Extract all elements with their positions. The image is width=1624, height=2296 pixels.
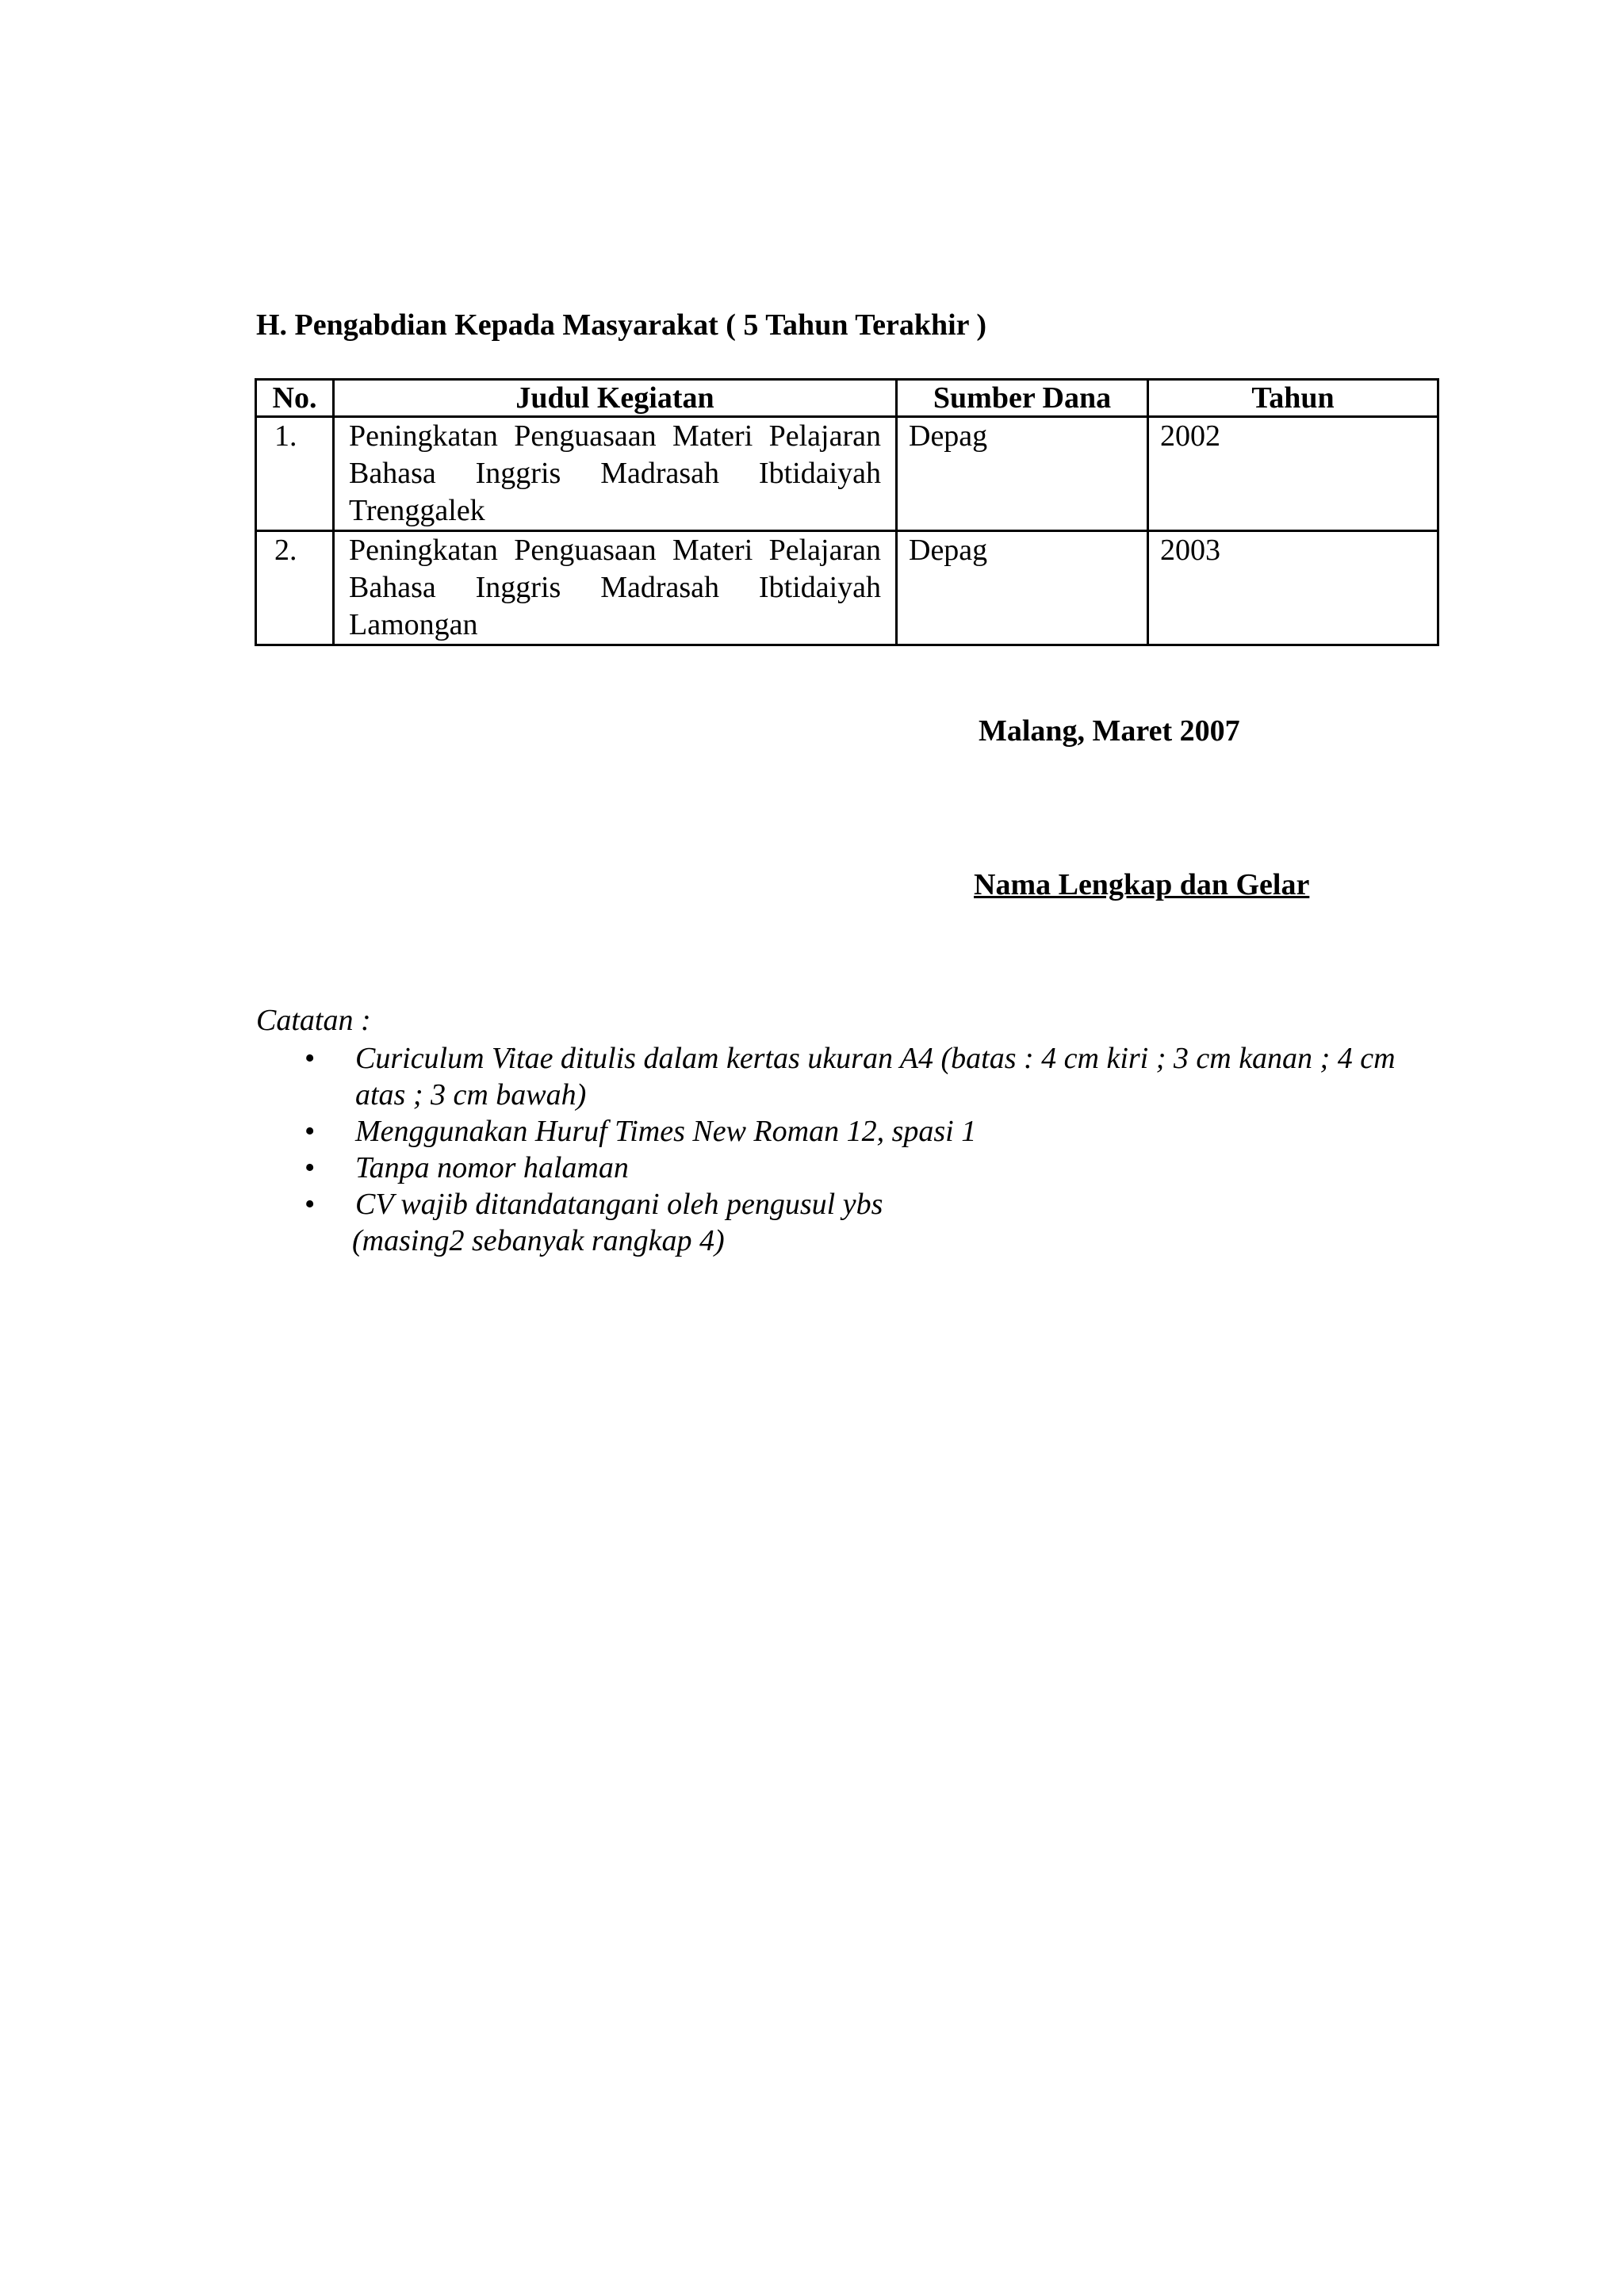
bullet-icon: • xyxy=(304,1115,316,1148)
cell-title: Peningkatan Penguasaan Materi Pelajaran Bahasa Inggris Madrasah Ibtidaiyah Lamongan xyxy=(334,531,897,645)
notes-label: Catatan : xyxy=(256,1004,371,1037)
note-text: Curiculum Vitae ditulis dalam kertas ukuran A4 (batas : 4 cm kiri ; 3 cm kanan ; 4 cm atas ; 3 cm bawah) xyxy=(355,1042,1396,1112)
place-date: Malang, Maret 2007 xyxy=(979,714,1240,748)
bullet-icon: • xyxy=(304,1188,316,1221)
list-item xyxy=(301,1113,1427,1150)
note-text: Tanpa nomor halaman xyxy=(355,1151,629,1184)
header-title: Judul Kegiatan xyxy=(334,380,897,417)
bullet-icon: • xyxy=(304,1042,316,1075)
bullet-icon: • xyxy=(304,1151,316,1184)
table-header-row xyxy=(256,380,1438,417)
signature-name: Nama Lengkap dan Gelar xyxy=(974,868,1310,901)
list-item xyxy=(301,1040,1427,1113)
table-row xyxy=(256,417,1438,531)
table-row xyxy=(256,531,1438,645)
cell-year: 2003 xyxy=(1148,531,1438,645)
activities-table xyxy=(255,378,1439,646)
cell-year: 2002 xyxy=(1148,417,1438,531)
list-item xyxy=(301,1150,1427,1186)
note-text: Menggunakan Huruf Times New Roman 12, spasi 1 xyxy=(355,1115,977,1148)
section-title: H. Pengabdian Kepada Masyarakat ( 5 Tahun Terakhir ) xyxy=(256,308,987,342)
header-no: No. xyxy=(256,380,334,417)
cell-fund: Depag xyxy=(897,531,1148,645)
cell-title: Peningkatan Penguasaan Materi Pelajaran Bahasa Inggris Madrasah Ibtidaiyah Trenggalek xyxy=(334,417,897,531)
cell-no: 1. xyxy=(256,417,334,531)
cell-fund: Depag xyxy=(897,417,1148,531)
note-text: CV wajib ditandatangani oleh pengusul ybs xyxy=(355,1188,883,1221)
notes-list xyxy=(301,1040,1427,1259)
note-extra-line: (masing2 sebanyak rangkap 4) xyxy=(352,1224,725,1257)
list-item xyxy=(301,1186,1427,1259)
header-year: Tahun xyxy=(1148,380,1438,417)
cell-no: 2. xyxy=(256,531,334,645)
header-fund: Sumber Dana xyxy=(897,380,1148,417)
